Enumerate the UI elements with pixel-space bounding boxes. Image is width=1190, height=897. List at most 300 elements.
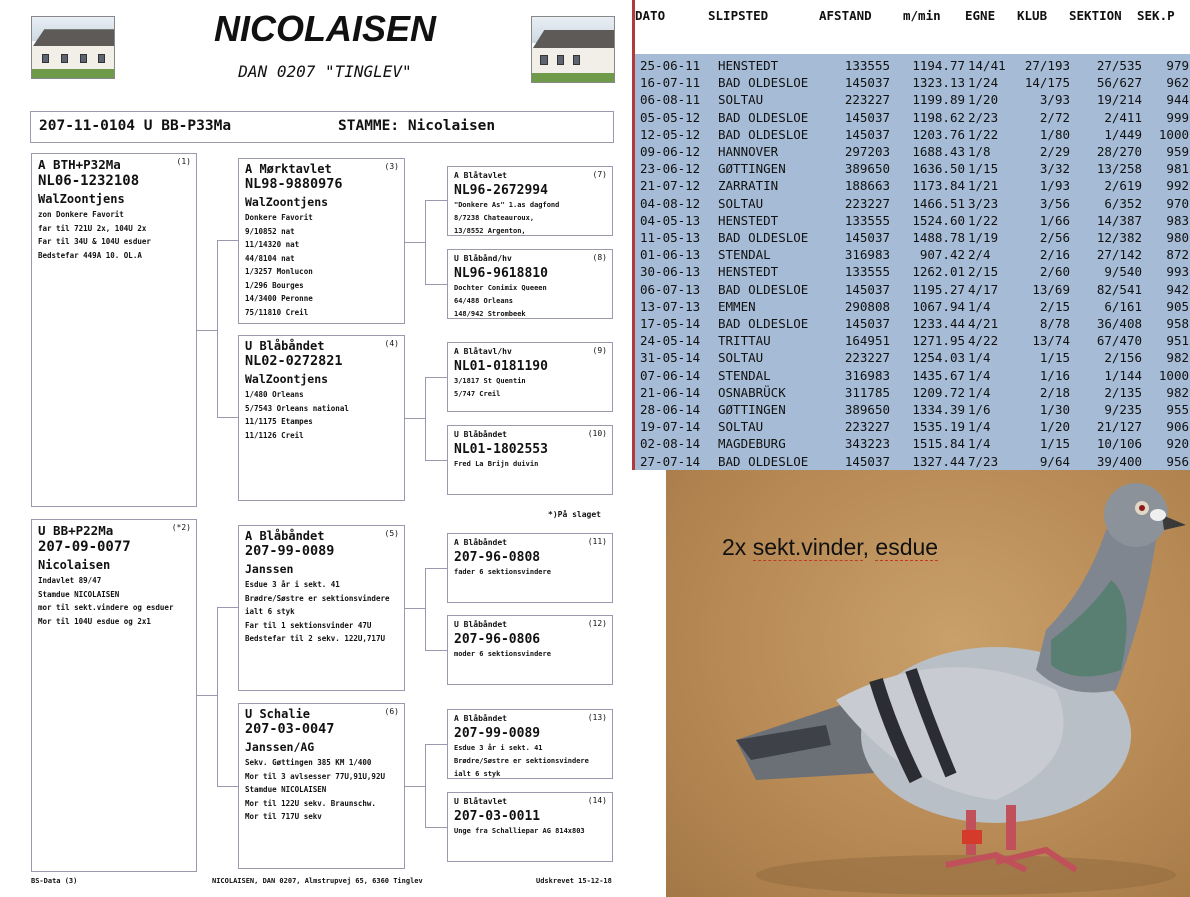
cell-slipsted: BAD OLDESLOE [718, 453, 809, 469]
box-color: U Blåtavlet [454, 797, 507, 806]
cell-klub: 2/16 [1039, 247, 1070, 263]
caption-separator: , [862, 534, 876, 560]
cell-mmin: 1233.44 [912, 316, 965, 331]
cell-egne: 1/4 [968, 419, 991, 435]
box-line: 75/11810 Creil [245, 307, 309, 317]
box-breeder: Nicolaisen [38, 558, 111, 572]
box-number: (1) [176, 157, 191, 166]
cell-klub: 2/56 [1039, 230, 1070, 245]
connector [217, 417, 238, 418]
cell-mmin: 1195.27 [912, 281, 965, 297]
cell-slipsted: BAD OLDESLOE [718, 126, 809, 142]
pedigree-box-3 [238, 158, 405, 324]
table-row [635, 453, 1190, 470]
cell-sekp: 970 [1166, 195, 1189, 211]
cell-slipsted: GØTTINGEN [718, 161, 786, 177]
table-row [635, 298, 1190, 315]
cell-sektion: 19/214 [1096, 92, 1142, 108]
footer-printed: Udskrevet 15-12-18 [536, 877, 612, 885]
cell-dato: 30-06-13 [640, 264, 701, 280]
cell-slipsted: TRITTAU [718, 333, 771, 349]
box-line: ialt 6 styk [245, 607, 295, 616]
cell-sektion: 36/408 [1096, 316, 1142, 331]
results-table [632, 0, 1190, 470]
cell-dato: 09-06-12 [640, 144, 701, 159]
box-line: mor til sekt.vindere og esduer [38, 603, 174, 612]
box-ring: 207-96-0806 [454, 632, 541, 647]
cell-sektion: 2/156 [1104, 350, 1142, 366]
box-number: (3) [384, 162, 399, 171]
pedigree-box-7 [447, 166, 613, 236]
cell-mmin: 1334.39 [912, 402, 965, 417]
cell-slipsted: STENDAL [718, 367, 771, 383]
cell-slipsted: BAD OLDESLOE [718, 230, 809, 245]
box-line: fader 6 sektionsvindere [454, 568, 551, 576]
connector [425, 200, 447, 201]
box-number: (13) [587, 713, 607, 722]
cell-klub: 13/74 [1032, 333, 1070, 349]
pigeon-header-bar [30, 111, 614, 143]
cell-klub: 1/93 [1039, 178, 1070, 194]
box-line: 9/10852 nat [245, 226, 295, 236]
table-row [635, 57, 1190, 74]
box-line: Far til 1 sektionsvinder 47U [245, 620, 372, 630]
page-title: NICOLAISEN [213, 8, 436, 49]
cell-klub: 27/193 [1024, 58, 1070, 73]
box-breeder: Janssen [245, 562, 294, 576]
cell-egne: 1/24 [968, 75, 999, 91]
box-line: 14/3400 Peronne [245, 294, 313, 303]
cell-sektion: 12/382 [1096, 230, 1142, 245]
table-row [635, 281, 1190, 298]
table-row [635, 212, 1190, 229]
table-row [635, 315, 1190, 332]
cell-slipsted: STENDAL [718, 247, 771, 263]
cell-mmin: 1194.77 [912, 58, 965, 73]
cell-klub: 2/29 [1039, 144, 1070, 159]
cell-klub: 1/15 [1039, 350, 1070, 366]
table-row [635, 126, 1190, 143]
col-mmin: m/min [903, 8, 941, 23]
cell-egne: 1/22 [968, 212, 999, 228]
pedigree-box-12 [447, 615, 613, 685]
cell-afstand: 389650 [844, 402, 890, 417]
box-line: moder 6 sektionsvindere [454, 650, 551, 658]
table-row [635, 160, 1190, 177]
cell-afstand: 316983 [844, 367, 890, 383]
cell-egne: 1/22 [968, 126, 999, 142]
box-line: 5/7543 Orleans national [245, 403, 349, 413]
pedigree-box-4 [238, 335, 405, 501]
connector [425, 284, 447, 285]
cell-sekp: 959 [1166, 144, 1189, 159]
pigeon-caption [722, 534, 938, 561]
cell-afstand: 316983 [844, 247, 890, 263]
table-row [635, 384, 1190, 401]
box-ring: 207-09-0077 [38, 539, 131, 555]
box-line: 1/480 Orleans [245, 390, 304, 399]
box-line: 11/1175 Etampes [245, 417, 313, 426]
cell-sektion: 27/142 [1096, 247, 1142, 263]
box-color: A Blåbåndet [454, 538, 507, 547]
cell-sektion: 14/387 [1096, 212, 1142, 228]
col-slipsted: SLIPSTED [708, 8, 769, 23]
box-line: Unge fra Schalliepar AG 814x803 [454, 827, 585, 835]
cell-egne: 7/23 [968, 453, 999, 469]
table-row [635, 349, 1190, 366]
cell-sektion: 39/400 [1096, 453, 1142, 469]
cell-dato: 19-07-14 [640, 419, 701, 435]
cell-mmin: 1271.95 [912, 333, 965, 349]
box-line: 3/1817 St Quentin [454, 377, 526, 385]
col-klub: KLUB [1017, 8, 1048, 23]
connector [425, 200, 426, 284]
box-line: Donkere Favorit [245, 213, 313, 222]
pedigree-box-10 [447, 425, 613, 495]
cell-mmin: 1262.01 [912, 264, 965, 280]
cell-afstand: 223227 [844, 419, 890, 435]
cell-egne: 1/19 [968, 230, 999, 245]
cell-afstand: 145037 [844, 75, 890, 91]
pigeon-stamme: STAMME: Nicolaisen [338, 118, 496, 134]
box-number: (12) [587, 619, 607, 628]
box-number: (7) [592, 170, 607, 179]
pedigree-box-8 [447, 249, 613, 319]
box-color: A Mørktavlet [245, 162, 332, 176]
cell-dato: 27-07-14 [640, 453, 701, 469]
connector [405, 242, 426, 243]
connector [425, 568, 426, 650]
cell-sekp: 981 [1166, 161, 1189, 177]
cell-klub: 1/66 [1039, 212, 1070, 228]
box-breeder: WalZoontjens [245, 372, 329, 386]
cell-sekp: 942 [1166, 281, 1189, 297]
col-afstand: AFSTAND [819, 8, 872, 23]
cell-klub: 9/64 [1039, 453, 1070, 469]
box-number: (5) [384, 529, 399, 538]
farm-photo-left [31, 16, 115, 79]
box-line: Mor til 122U sekv. Braunschw. [245, 798, 376, 808]
cell-sektion: 82/541 [1096, 281, 1142, 297]
cell-sektion: 9/540 [1104, 264, 1142, 280]
cell-mmin: 1198.62 [912, 109, 965, 125]
cell-dato: 25-06-11 [640, 58, 701, 73]
cell-egne: 1/4 [968, 384, 991, 400]
box-ring: NL06-1232108 [38, 173, 140, 189]
box-line: Indavlet 89/47 [38, 576, 102, 585]
connector [425, 460, 447, 461]
cell-mmin: 1524.60 [912, 212, 965, 228]
cell-afstand: 343223 [844, 436, 890, 452]
cell-mmin: 1688.43 [912, 144, 965, 159]
cell-sektion: 67/470 [1096, 333, 1142, 349]
box-line: 64/488 Orleans [454, 297, 514, 305]
connector [217, 240, 238, 241]
pedigree-box-13 [447, 709, 613, 779]
cell-dato: 04-05-13 [640, 212, 701, 228]
box-color: U Blåbåndet [454, 430, 507, 439]
cell-slipsted: BAD OLDESLOE [718, 75, 809, 91]
box-line: "Donkere As" 1.as dagfond [454, 201, 560, 209]
box-line: ialt 6 styk [454, 770, 501, 778]
cell-sekp: 979 [1166, 58, 1189, 73]
cell-mmin: 1173.84 [912, 178, 965, 194]
cell-mmin: 1636.50 [912, 161, 965, 177]
box-ring: 207-96-0808 [454, 550, 541, 565]
box-line: 148/942 Strombeek [454, 310, 526, 318]
col-sekp: SEK.P [1137, 8, 1175, 23]
cell-slipsted: ZARRATIN [718, 178, 779, 194]
connector [425, 827, 447, 828]
cell-mmin: 1435.67 [912, 367, 965, 383]
cell-sektion: 21/127 [1096, 419, 1142, 435]
pedigree-box-2 [31, 519, 197, 872]
cell-dato: 16-07-11 [640, 75, 701, 91]
cell-sektion: 2/619 [1104, 178, 1142, 194]
box-color: U Blåbåndet [245, 339, 325, 353]
box-color: A Blåbåndet [245, 529, 325, 543]
cell-dato: 01-06-13 [640, 247, 701, 263]
table-row [635, 229, 1190, 246]
cell-sekp: 980 [1166, 230, 1189, 245]
cell-klub: 2/18 [1039, 384, 1070, 400]
cell-dato: 05-05-12 [640, 109, 701, 125]
box-color: A BTH+P32Ma [38, 157, 121, 172]
cell-dato: 02-08-14 [640, 436, 701, 452]
note-on-loft: *)På slaget [548, 510, 601, 519]
cell-sekp: 982 [1166, 350, 1189, 366]
cell-slipsted: HANNOVER [718, 144, 779, 159]
box-ring: NL01-0181190 [454, 359, 548, 374]
cell-klub: 2/60 [1039, 264, 1070, 280]
table-row [635, 418, 1190, 435]
cell-klub: 3/56 [1039, 195, 1070, 211]
box-ring: NL96-2672994 [454, 183, 548, 198]
cell-afstand: 297203 [844, 144, 890, 159]
pigeon-ring: 207-11-0104 U BB-P33Ma [39, 118, 232, 134]
box-line: Far til 34U & 104U esduer [38, 237, 151, 246]
box-color: U Blåbånd/hv [454, 254, 512, 263]
table-row [635, 91, 1190, 108]
cell-afstand: 389650 [844, 161, 890, 177]
cell-sekp: 958 [1166, 316, 1189, 331]
cell-mmin: 1323.13 [912, 75, 965, 91]
table-row [635, 367, 1190, 384]
connector [217, 240, 218, 417]
box-color: U BB+P22Ma [38, 523, 114, 538]
box-line: Bedstefar 449A 10. OL.A [38, 250, 142, 260]
cell-klub: 2/72 [1039, 109, 1070, 125]
cell-klub: 13/69 [1032, 281, 1070, 297]
connector [197, 330, 218, 331]
box-ring: 207-99-0089 [454, 726, 541, 741]
cell-slipsted: BAD OLDESLOE [718, 281, 809, 297]
box-ring: NL98-9880976 [245, 176, 343, 192]
cell-egne: 4/17 [968, 281, 999, 297]
cell-sekp: 955 [1166, 402, 1189, 417]
box-color: A Blåtavl/hv [454, 347, 512, 356]
cell-sekp: 920 [1166, 436, 1189, 452]
cell-egne: 2/23 [968, 109, 999, 125]
box-number: (8) [592, 253, 607, 262]
pedigree-box-11 [447, 533, 613, 603]
cell-sektion: 28/270 [1096, 144, 1142, 159]
cell-sekp: 1000 [1158, 126, 1189, 142]
cell-mmin: 907.42 [919, 247, 965, 263]
cell-sektion: 6/352 [1104, 195, 1142, 211]
cell-sekp: 983 [1166, 212, 1189, 228]
farm-photo-right [531, 16, 615, 83]
cell-klub: 3/93 [1039, 92, 1070, 108]
cell-klub: 1/16 [1039, 367, 1070, 383]
cell-klub: 14/175 [1024, 75, 1070, 91]
box-line: Fred La Brijn duivin [454, 460, 539, 468]
cell-afstand: 145037 [844, 316, 890, 331]
box-number: (*2) [171, 523, 191, 532]
box-ring: 207-99-0089 [245, 543, 335, 559]
cell-afstand: 145037 [844, 453, 890, 469]
cell-dato: 31-05-14 [640, 350, 701, 366]
cell-afstand: 133555 [844, 212, 890, 228]
cell-egne: 1/4 [968, 298, 991, 314]
cell-egne: 1/8 [968, 144, 991, 159]
table-row [635, 177, 1190, 194]
cell-klub: 1/15 [1039, 436, 1070, 452]
cell-klub: 3/32 [1039, 161, 1070, 177]
box-breeder: Janssen/AG [245, 740, 315, 754]
box-line: Sekv. Gøttingen 385 KM 1/400 [245, 758, 372, 767]
caption-ace: esdue [875, 534, 939, 560]
cell-klub: 1/80 [1039, 126, 1070, 142]
box-line: Brødre/Søstre er sektionsvindere [454, 757, 589, 765]
box-breeder: WalZoontjens [38, 192, 125, 206]
cell-mmin: 1067.94 [912, 298, 965, 314]
cell-sekp: 951 [1166, 333, 1189, 349]
connector [425, 568, 447, 569]
cell-afstand: 223227 [844, 350, 890, 366]
cell-mmin: 1515.84 [912, 436, 965, 452]
cell-egne: 1/4 [968, 367, 991, 383]
cell-mmin: 1327.44 [912, 453, 965, 469]
box-line: 5/747 Creil [454, 390, 501, 398]
cell-dato: 11-05-13 [640, 230, 701, 245]
cell-egne: 4/22 [968, 333, 999, 349]
box-number: (11) [587, 537, 607, 546]
box-line: Esdue 3 år i sekt. 41 [245, 580, 340, 589]
cell-sektion: 1/449 [1104, 126, 1142, 142]
cell-dato: 12-05-12 [640, 126, 701, 142]
box-line: Esdue 3 år i sekt. 41 [454, 744, 543, 752]
cell-sektion: 56/627 [1096, 75, 1142, 91]
cell-klub: 8/78 [1039, 316, 1070, 331]
box-line: Mor til 3 avlsesser 77U,91U,92U [245, 771, 385, 781]
cell-sekp: 944 [1166, 92, 1189, 108]
cell-egne: 1/21 [968, 178, 999, 194]
results-body [635, 54, 1190, 470]
box-line: Brødre/Søstre er sektionsvindere [245, 593, 390, 603]
cell-dato: 13-07-13 [640, 298, 701, 314]
box-line: 44/8104 nat [245, 253, 295, 263]
box-number: (6) [384, 707, 399, 716]
page-subtitle: DAN 0207 "TINGLEV" [238, 62, 412, 81]
cell-slipsted: SOLTAU [718, 195, 764, 211]
cell-sektion: 2/411 [1104, 109, 1142, 125]
cell-mmin: 1488.78 [912, 230, 965, 245]
cell-dato: 17-05-14 [640, 316, 701, 331]
cell-dato: 24-05-14 [640, 333, 701, 349]
box-line: Dochter Conimix Queeen [454, 284, 547, 292]
cell-afstand: 164951 [844, 333, 890, 349]
cell-afstand: 145037 [844, 126, 890, 142]
box-line: Stamdue NICOLAISEN [245, 785, 327, 794]
pedigree-box-6 [238, 703, 405, 869]
box-ring: NL02-0272821 [245, 353, 343, 369]
cell-mmin: 1254.03 [912, 350, 965, 366]
cell-dato: 23-06-12 [640, 161, 701, 177]
cell-sekp: 992 [1166, 178, 1189, 194]
col-egne: EGNE [965, 8, 996, 23]
box-line: 1/296 Bourges [245, 280, 304, 290]
box-line: 11/1126 Creil [245, 430, 304, 440]
cell-slipsted: HENSTEDT [718, 58, 779, 73]
cell-afstand: 311785 [844, 384, 890, 400]
pedigree-box-14 [447, 792, 613, 862]
cell-afstand: 223227 [844, 195, 890, 211]
connector [425, 650, 447, 651]
connector [405, 608, 426, 609]
table-row [635, 246, 1190, 263]
cell-egne: 14/41 [968, 58, 1006, 73]
cell-sekp: 872 [1166, 247, 1189, 263]
box-ring: NL01-1802553 [454, 442, 548, 457]
cell-egne: 1/6 [968, 402, 991, 417]
cell-sekp: 956 [1166, 453, 1189, 469]
cell-sektion: 9/235 [1104, 402, 1142, 417]
table-row [635, 401, 1190, 418]
connector [425, 744, 426, 827]
cell-afstand: 290808 [844, 298, 890, 314]
cell-slipsted: BAD OLDESLOE [718, 316, 809, 331]
connector [425, 744, 447, 745]
cell-sekp: 962 [1166, 75, 1189, 91]
cell-klub: 2/15 [1039, 298, 1070, 314]
cell-sektion: 10/106 [1096, 436, 1142, 452]
table-row [635, 435, 1190, 452]
table-row [635, 263, 1190, 280]
box-line: 13/8552 Argenton, [454, 227, 526, 235]
cell-afstand: 145037 [844, 281, 890, 297]
box-number: (14) [587, 796, 607, 805]
box-color: A Blåbåndet [454, 714, 507, 723]
connector [197, 695, 218, 696]
footer-address: NICOLAISEN, DAN 0207, Almstrupvej 65, 6360 Tinglev [212, 877, 423, 885]
box-color: U Blåbåndet [454, 620, 507, 629]
footer-left: BS-Data (3) [31, 877, 78, 885]
cell-slipsted: GØTTINGEN [718, 402, 786, 417]
box-line: 8/7238 Chateauroux, [454, 214, 535, 222]
cell-dato: 21-06-14 [640, 384, 701, 400]
pedigree-box-5 [238, 525, 405, 691]
table-row [635, 143, 1190, 160]
cell-sekp: 906 [1166, 419, 1189, 435]
cell-dato: 07-06-14 [640, 367, 701, 383]
box-number: (9) [592, 346, 607, 355]
box-line: Mor til 104U esdue og 2x1 [38, 616, 151, 626]
table-row [635, 109, 1190, 126]
cell-klub: 1/30 [1039, 402, 1070, 417]
cell-sekp: 993 [1166, 264, 1189, 280]
box-ring: NL96-9618810 [454, 266, 548, 281]
